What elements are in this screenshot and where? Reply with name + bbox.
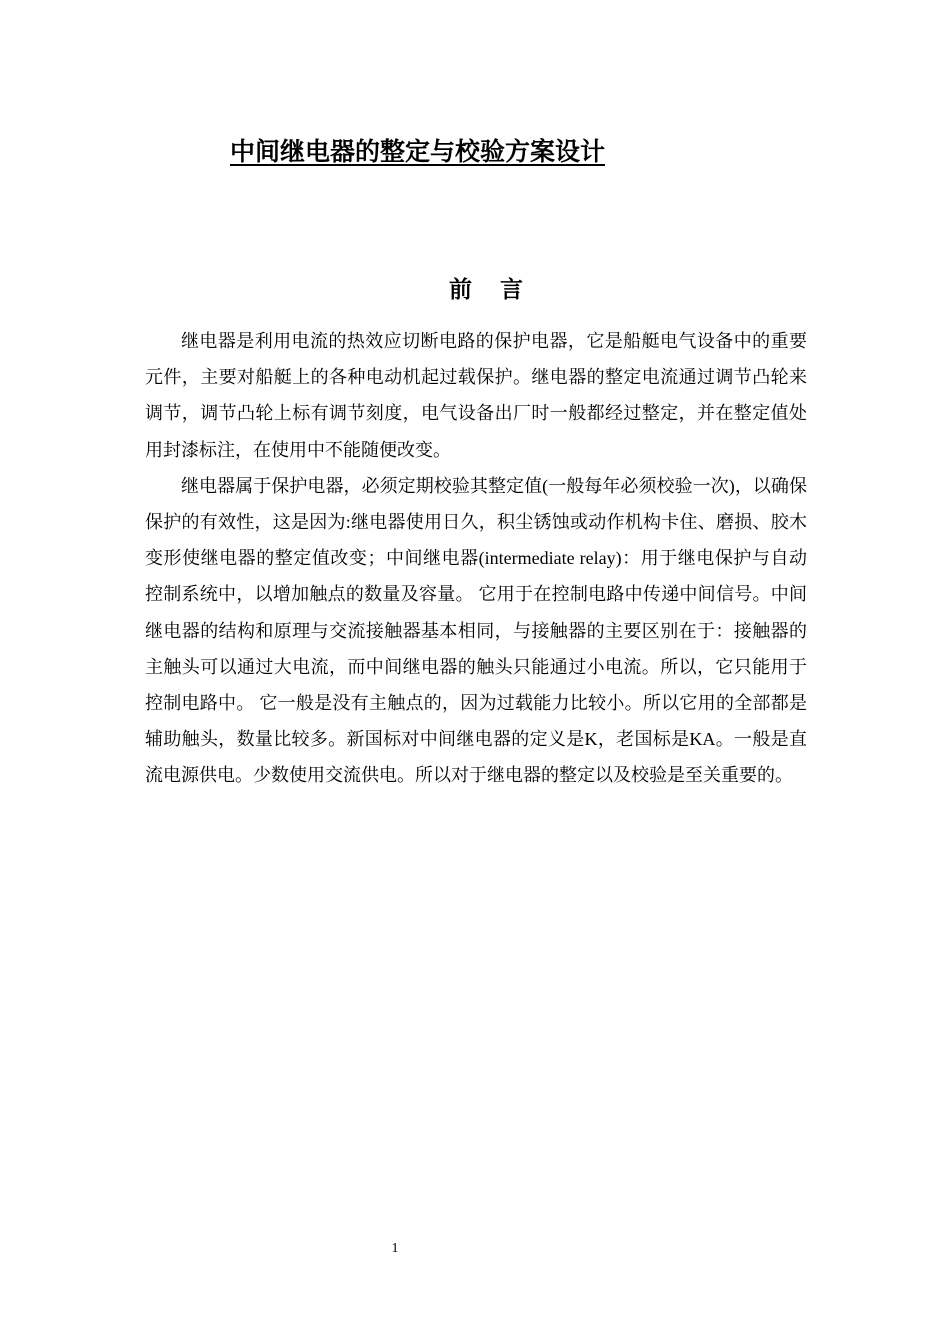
document-body [145,323,807,794]
paragraph: 继电器属于保护电器，必须定期校验其整定值(一般每年必须校验一次)，以确保保护的有效性，这是因为:继电器使用日久，积尘锈蚀或动作机构卡住、磨损、胶木变形使继电器的整定值改变；中间继电器(intermediate relay)：用于继电保护与自动控制系统中，以增加触点的数量及容量。 它用于在控制电路中传递中间信号。中间继电器的结构和原理与交流接触器基本相同，与接触器的主要区别在于：接触器的主触头可以通过大电流，而中间继电器的触头只能通过小电流。所以，它只能用于控制电路中。 它一般是没有主触点的，因为过载能力比较小。所以它用的全部都是辅助触头，数量比较多。新国标对中间继电器的定义是K，老国标是KA。一般是直流电源供电。少数使用交流供电。所以对于继电器的整定以及校验是至关重要的。 [145,475,807,786]
page-number: 1 [391,1241,399,1256]
section-heading: 前言 [449,276,551,303]
document-title: 中间继电器的整定与校验方案设计 [230,137,606,166]
paragraph: 继电器是利用电流的热效应切断电路的保护电器，它是船艇电气设备中的重要元件，主要对船艇上的各种电动机起过载保护。继电器的整定电流通过调节凸轮来调节，调节凸轮上标有调节刻度，电气设备出厂时一般都经过整定，并在整定值处用封漆标注，在使用中不能随便改变。 [145,331,807,460]
